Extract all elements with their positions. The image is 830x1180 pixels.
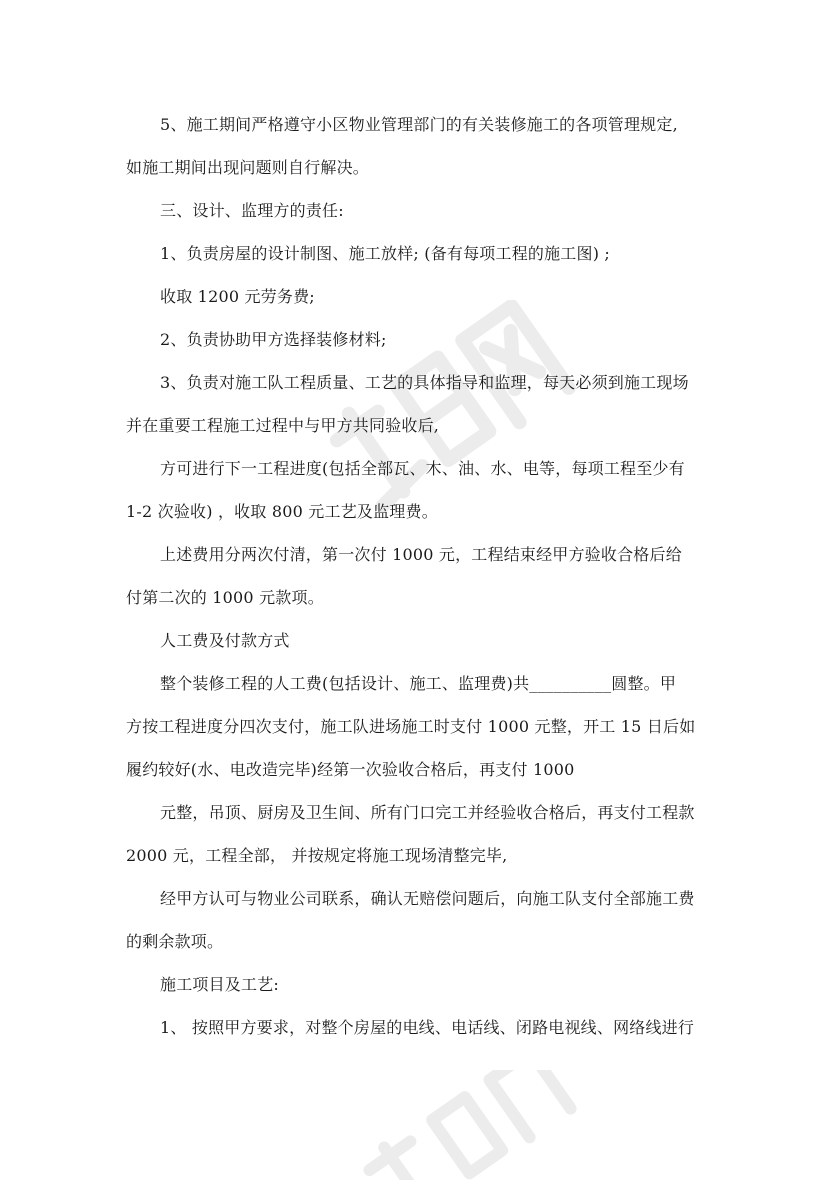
text-line: 2、负责协助甲方选择装修材料;: [160, 330, 387, 349]
text-line: 2000 元，工程全部， 并按规定将施工现场清整完毕,: [126, 846, 508, 865]
text-line: 方可进行下一工程进度(包括全部瓦、木、油、水、电等，每项工程至少有: [160, 459, 685, 478]
section-heading: 人工费及付款方式: [160, 631, 290, 650]
section-heading: 三、设计、监理方的责任:: [160, 201, 344, 220]
text-line: 的剩余款项。: [126, 932, 224, 951]
text-line: 1、负责房屋的设计制图、施工放样; (备有每项工程的施工图) ;: [160, 244, 611, 263]
watermark-bottom-icon: [330, 1070, 590, 1180]
section-heading: 施工项目及工艺:: [160, 975, 279, 994]
text-line: 1、 按照甲方要求，对整个房屋的电线、电话线、闭路电视线、网络线进行: [160, 1018, 695, 1037]
text-line: 5、施工期间严格遵守小区物业管理部门的有关装修施工的各项管理规定,: [160, 115, 678, 134]
text-line: 付第二次的 1000 元款项。: [126, 588, 324, 607]
text-line: 履约较好(水、电改造完毕)经第一次验收合格后，再支付 1000: [126, 760, 575, 779]
text-line: 元整，吊顶、厨房及卫生间、所有门口完工并经验收合格后，再支付工程款: [160, 803, 695, 822]
text-line: 上述费用分两次付清，第一次付 1000 元，工程结束经甲方验收合格后给: [160, 545, 682, 564]
text-line: 方按工程进度分四次支付，施工队进场施工时支付 1000 元整，开工 15 日后如: [126, 717, 696, 736]
text-line: 收取 1200 元劳务费;: [160, 287, 315, 306]
text-line: 经甲方认可与物业公司联系，确认无赔偿问题后，向施工队支付全部施工费: [160, 889, 695, 908]
text-line: 1-2 次验收) ，收取 800 元工艺及监理费。: [126, 502, 438, 521]
text-line: 如施工期间出现问题则自行解决。: [126, 158, 370, 177]
text-line: 整个装修工程的人工费(包括设计、施工、监理费)共__________圆整。甲: [160, 674, 677, 693]
text-line: 3、负责对施工队工程质量、工艺的具体指导和监理，每天必须到施工现场: [160, 373, 689, 392]
text-line: 并在重要工程施工过程中与甲方共同验收后,: [126, 416, 440, 435]
